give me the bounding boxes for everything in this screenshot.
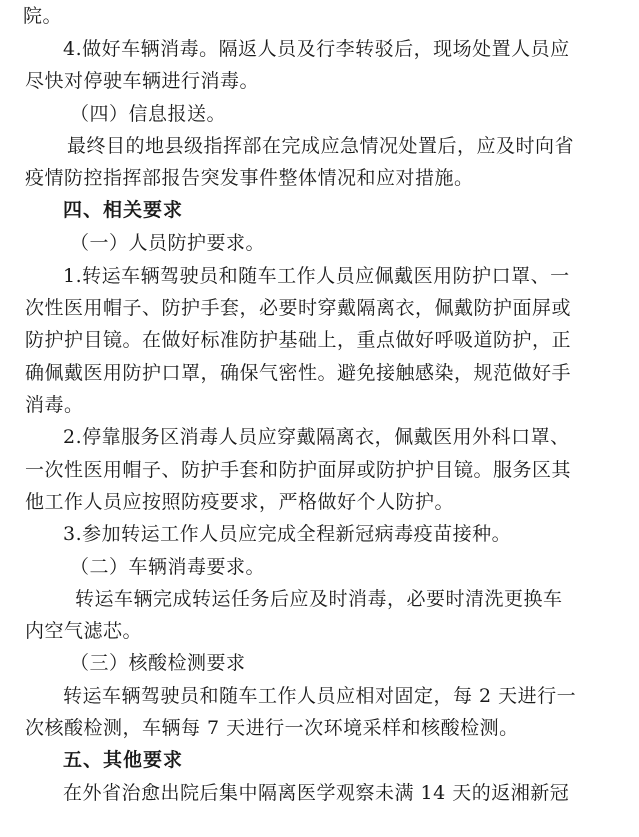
text-line: 1.转运车辆驾驶员和随车工作人员应佩戴医用防护口罩、一: [63, 265, 570, 287]
text-line: 转运车辆驾驶员和随车工作人员应相对固定，每 2 天进行一: [63, 685, 577, 707]
text-line: 转运车辆完成转运任务后应及时消毒，必要时清洗更换车: [75, 588, 563, 610]
text-line: 防护护目镜。在做好标准防护基础上，重点做好呼吸道防护，正: [25, 329, 572, 351]
text-line: 院。: [23, 5, 63, 27]
text-line: 尽快对停驶车辆进行消毒。: [25, 70, 260, 92]
text-line: 消毒。: [25, 394, 84, 416]
subsection-heading: （三）核酸检测要求: [70, 652, 246, 674]
text-line: 内空气滤芯。: [25, 620, 143, 642]
text-line: 次核酸检测，车辆每 7 天进行一次环境采样和核酸检测。: [25, 717, 519, 739]
subsection-heading: （四）信息报送。: [70, 103, 227, 125]
text-line: 次性医用帽子、防护手套，必要时穿戴隔离衣，佩戴防护面屏或: [25, 297, 572, 319]
text-line: 确佩戴医用防护口罩，确保气密性。避免接触感染，规范做好手: [25, 362, 572, 384]
text-line: 一次性医用帽子、防护手套和防护面屏或防护护目镜。服务区其: [25, 459, 572, 481]
section-heading: 四、相关要求: [63, 199, 184, 221]
text-line: 4.做好车辆消毒。隔返人员及行李转驳后，现场处置人员应: [63, 38, 570, 60]
text-line: 3.参加转运工作人员应完成全程新冠病毒疫苗接种。: [63, 523, 512, 545]
subsection-heading: （二）车辆消毒要求。: [70, 556, 266, 578]
text-line: 在外省治愈出院后集中隔离医学观察未满 14 天的返湘新冠: [63, 782, 570, 804]
text-line: 他工作人员应按照防疫要求，严格做好个人防护。: [25, 491, 455, 513]
text-line: 2.停靠服务区消毒人员应穿戴隔离衣，佩戴医用外科口罩、: [63, 426, 570, 448]
text-line: 最终目的地县级指挥部在完成应急情况处置后，应及时向省: [67, 135, 575, 157]
subsection-heading: （一）人员防护要求。: [70, 232, 266, 254]
text-line: 疫情防控指挥部报告突发事件整体情况和应对措施。: [25, 167, 474, 189]
section-heading: 五、其他要求: [63, 749, 184, 771]
